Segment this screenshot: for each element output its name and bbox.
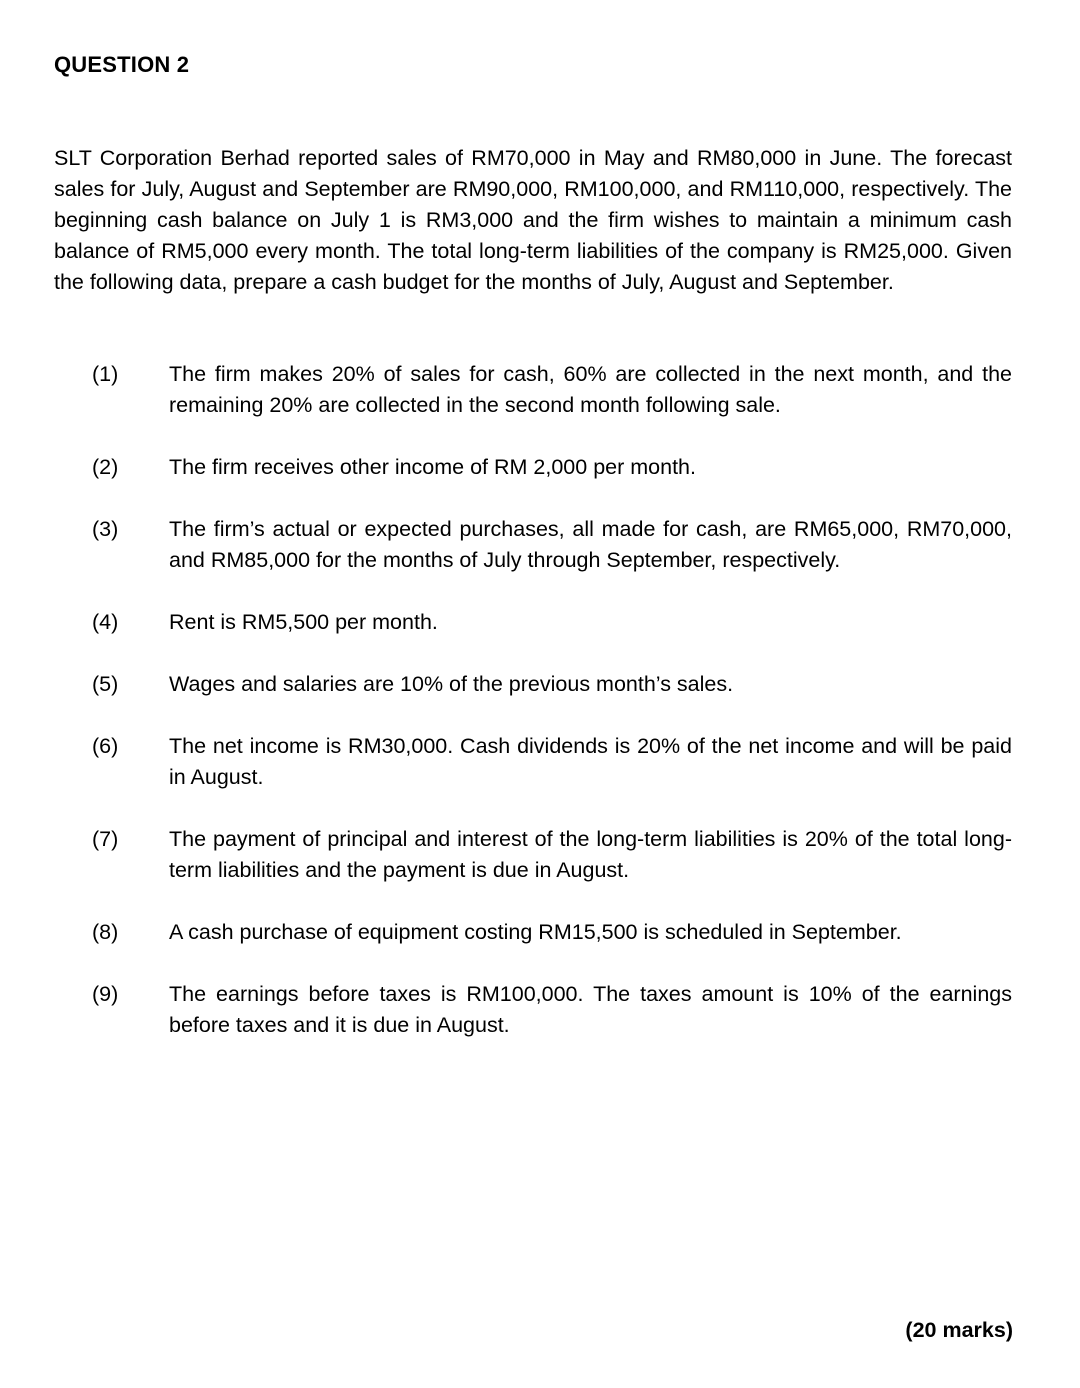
list-item: [54, 514, 1012, 576]
list-item: [54, 917, 1012, 948]
item-text: The payment of principal and interest of the long-term liabilities is 20% of the total long-term liabilities and the payment is due in August.: [169, 827, 1012, 882]
list-item: [54, 979, 1012, 1041]
list-item: [54, 731, 1012, 793]
list-item: [54, 607, 1012, 638]
question-intro: SLT Corporation Berhad reported sales of RM70,000 in May and RM80,000 in June. The forecast sales for July, August and September are RM90,000, RM100,000, and RM110,000, respectively. The beginning cash balance on July 1 is RM3,000 and the firm wishes to maintain a minimum cash balance of RM5,000 every month. The total long-term liabilities of the company is RM25,000. Given the following data, prepare a cash budget for the months of July, August and September.: [54, 146, 1012, 294]
list-item: [54, 669, 1012, 700]
question-items-list: [54, 359, 1012, 1072]
item-text: The earnings before taxes is RM100,000. The taxes amount is 10% of the earnings before taxes and it is due in August.: [169, 982, 1012, 1037]
item-text: Wages and salaries are 10% of the previous month’s sales.: [169, 672, 734, 696]
item-number: (5): [92, 672, 119, 696]
item-number: (8): [92, 920, 119, 944]
item-text: The firm makes 20% of sales for cash, 60% are collected in the next month, and the remaining 20% are collected in the second month following sale.: [169, 362, 1012, 417]
list-item: [54, 359, 1012, 421]
item-number: (1): [92, 362, 119, 386]
item-number: (9): [92, 982, 119, 1006]
item-number: (7): [92, 827, 119, 851]
item-text: The firm’s actual or expected purchases, all made for cash, are RM65,000, RM70,000, and RM85,000 for the months of July through September, respectively.: [169, 517, 1012, 572]
list-item: [54, 452, 1012, 483]
item-text: The net income is RM30,000. Cash dividends is 20% of the net income and will be paid in August.: [169, 734, 1012, 789]
item-text: Rent is RM5,500 per month.: [169, 610, 438, 634]
item-text: The firm receives other income of RM 2,000 per month.: [169, 455, 696, 479]
item-number: (2): [92, 455, 119, 479]
item-number: (3): [92, 517, 119, 541]
item-number: (6): [92, 734, 119, 758]
list-item: [54, 824, 1012, 886]
item-text: A cash purchase of equipment costing RM15,500 is scheduled in September.: [169, 920, 902, 944]
question-title: QUESTION 2: [54, 52, 190, 77]
marks-label: (20 marks): [905, 1318, 1013, 1342]
item-number: (4): [92, 610, 119, 634]
